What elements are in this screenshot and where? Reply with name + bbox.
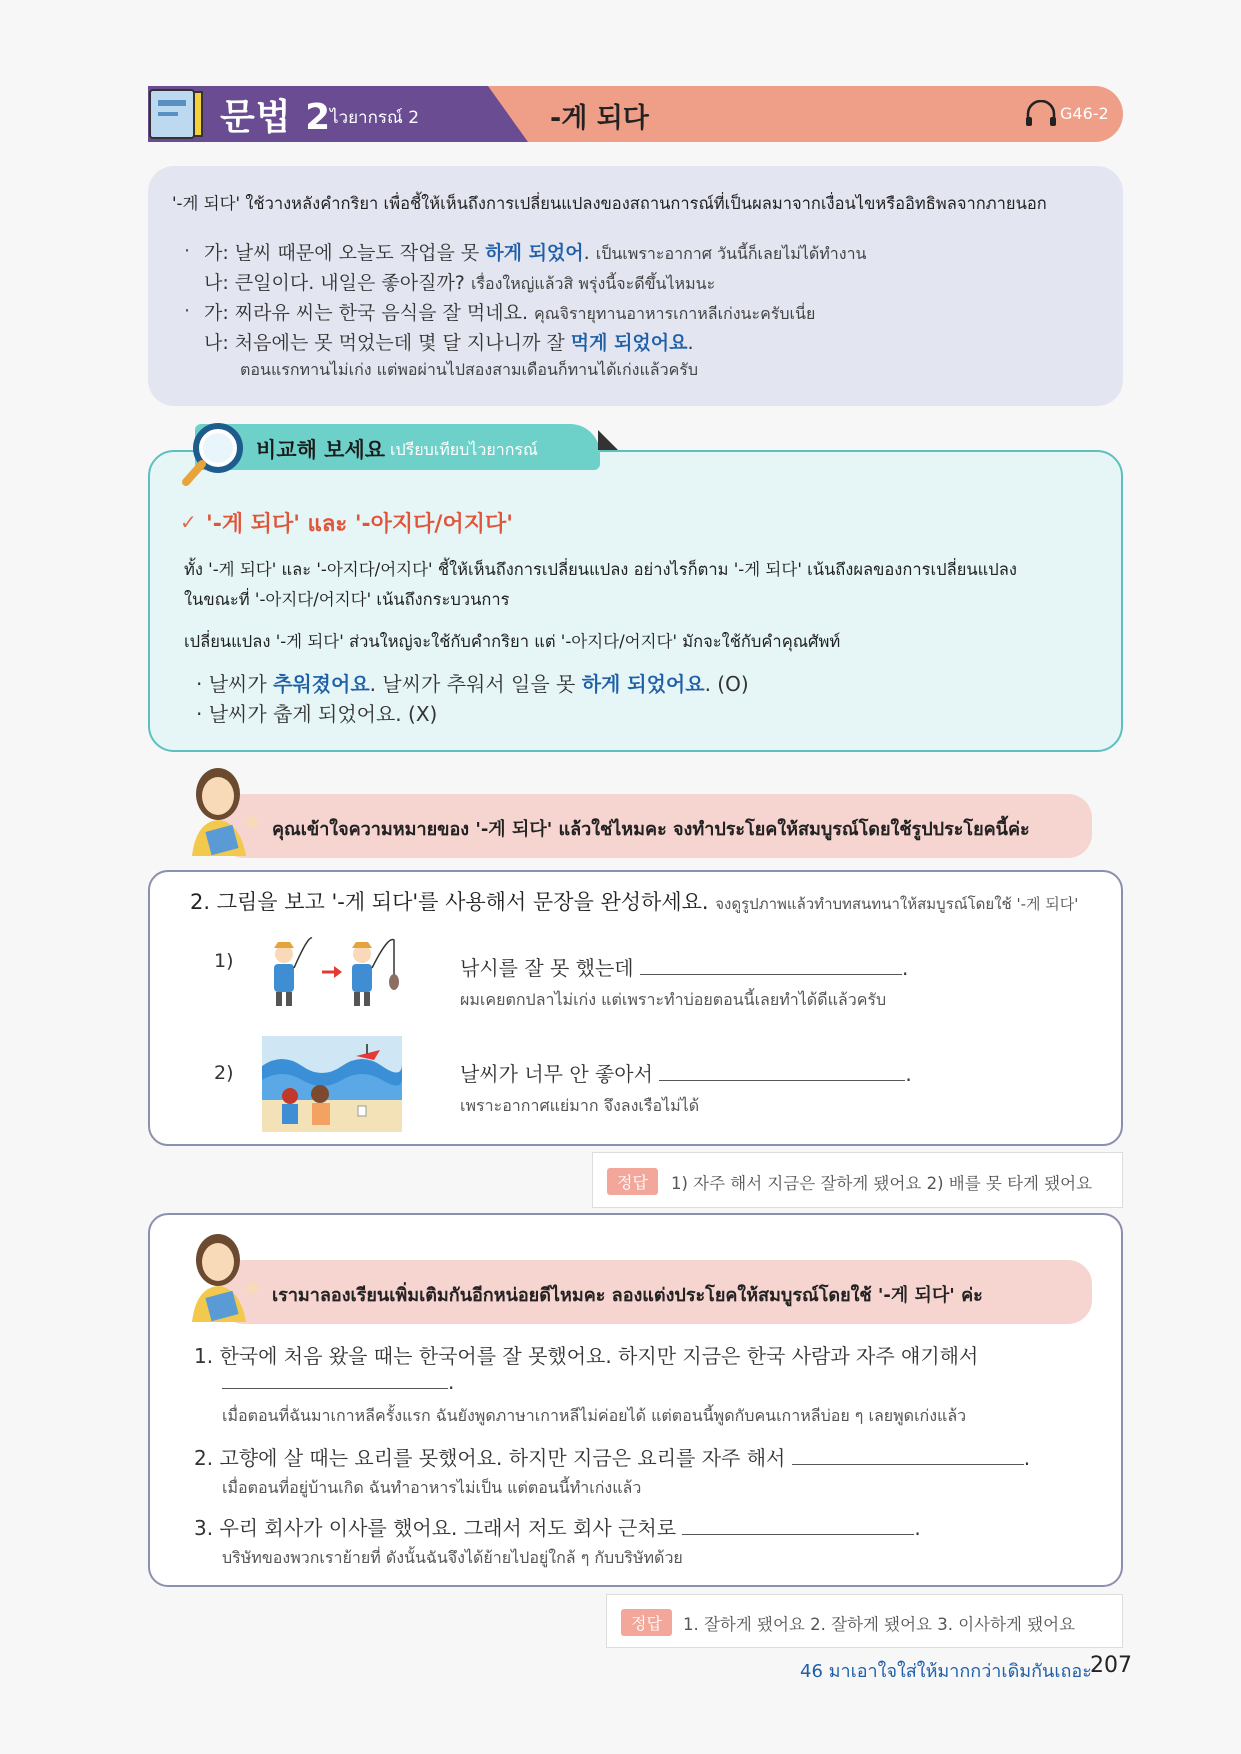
example-text: .	[583, 242, 596, 264]
compare-text-3: เปลี่ยนแปลง '-게 되다' ส่วนใหญ่จะใช้กับคำกริยา แต่ '-아지다/어지다' มักจะใช้กับคำคุณศัพท์	[184, 632, 841, 651]
exercise-question	[190, 886, 1078, 916]
grammar-header	[148, 86, 1123, 142]
fishing-illustration-icon	[262, 932, 402, 1008]
audio-track-label: G46-2	[1060, 104, 1109, 123]
example-text: 가: 찌라유 씨는 한국 음식을 잘 먹네요.	[204, 302, 535, 324]
example-2-line-a	[204, 298, 815, 327]
answer-text: 1) 자주 해서 지금은 잘하게 됐어요 2) 배를 못 타게 됐어요	[671, 1174, 1093, 1193]
example-highlight: 하게 되었어요	[581, 672, 705, 696]
header-title: 문법 2	[220, 97, 332, 138]
example-2-line-b	[204, 328, 694, 355]
exercise-item-1-sentence: 낚시를 잘 못 했는데 .	[460, 956, 909, 980]
example-2-translation: ตอนแรกทานไม่เก่ง แต่พอผ่านไปสองสามเดือนก็ทานได้เก่งแล้วครับ	[240, 360, 699, 379]
compare-text-2: ในขณะที่ '-아지다/어지다' เน้นถึงกระบวนการ	[184, 590, 510, 609]
book-icon	[148, 88, 204, 140]
answer-badge: 정답	[607, 1168, 658, 1195]
lesson-footer: 46 มาเอาใจใส่ให้มากกว่าเดิมกันเถอะ	[800, 1661, 1092, 1682]
exercise-item-2-translation: เพราะอากาศแย่มาก จึงลงเรือไม่ได้	[460, 1096, 700, 1115]
bullet: ·	[184, 240, 191, 262]
compare-example-1	[196, 668, 749, 697]
header-topic: -게 되다	[550, 103, 649, 134]
compare-tab-fold	[598, 430, 618, 450]
practice-item-1-translation: เมื่อตอนที่ฉันมาเกาหลีครั้งแรก ฉันยังพูดภาษาเกาหลีไม่ค่อยได้ แต่ตอนนี้พูดกับคนเกาหลีบ่อย ๆ เลยพูดเก่งแล้ว	[222, 1406, 967, 1425]
answer-box	[592, 1152, 1123, 1208]
practice-item-1-sentence: 1. 한국에 처음 왔을 때는 한국어를 잘 못했어요. 하지만 지금은 한국 사람과 자주 얘기해서	[194, 1344, 979, 1368]
check-icon: ✓	[180, 510, 197, 534]
headphones-icon[interactable]	[1024, 100, 1058, 128]
teacher-prompt-text: เรามาลองเรียนเพิ่มเติมกันอีกหน่อยดีไหมคะ ลองแต่งประโยคให้สมบูรณ์โดยใช้ '-게 되다' ค่ะ	[272, 1285, 983, 1306]
sentence-text: 낚시를 잘 못 했는데	[460, 956, 634, 980]
example-text: 나: 처음에는 못 먹었는데 몇 달 지나니까 잘	[204, 332, 571, 354]
answer-blank[interactable]	[222, 1370, 448, 1389]
exercise-item-1-translation: ผมเคยตกปลาไม่เก่ง แต่เพราะทำบ่อยตอนนี้เลยทำได้ดีแล้วครับ	[460, 990, 887, 1009]
example-1-line-a	[204, 238, 866, 267]
teacher-illustration-icon	[178, 1222, 268, 1322]
answer-blank[interactable]	[640, 956, 902, 975]
example-translation: เป็นเพราะอากาศ วันนี้ก็เลยไม่ได้ทำงาน	[595, 244, 867, 263]
sentence-text: 2. 고향에 살 때는 요리를 못했어요. 하지만 지금은 요리를 자주 해서	[194, 1446, 786, 1470]
example-highlight: 하게 되었어	[485, 242, 584, 264]
example-text: .	[687, 332, 694, 354]
sentence-text: 날씨가 너무 안 좋아서	[460, 1062, 653, 1086]
answer-blank[interactable]	[659, 1062, 905, 1081]
question-text: 2. 그림을 보고 '-게 되다'를 사용해서 문장을 완성하세요.	[190, 890, 709, 914]
example-translation: คุณจิรายุทานอาหารเกาหลีเก่งนะครับเนี่ย	[534, 304, 816, 323]
example-1-line-b	[204, 268, 715, 297]
answer-box	[606, 1594, 1123, 1648]
teacher-prompt-text: คุณเข้าใจความหมายของ '-게 되다' แล้วใช่ไหมคะ จงทำประโยคให้สมบูรณ์โดยใช้รูปประโยคนี้ค่ะ	[272, 819, 1030, 840]
practice-item-1-blank-line: .	[222, 1370, 454, 1394]
practice-item-2-translation: เมื่อตอนที่อยู่บ้านเกิด ฉันทำอาหารไม่เป็น แต่ตอนนี้ทำเก่งแล้ว	[222, 1478, 642, 1497]
example-text: 나: 큰일이다. 내일은 좋아질까?	[204, 272, 471, 294]
exercise-item-2-sentence: 날씨가 너무 안 좋아서 .	[460, 1062, 912, 1086]
answer-badge: 정답	[621, 1609, 672, 1636]
practice-item-2-sentence: 2. 고향에 살 때는 요리를 못했어요. 하지만 지금은 요리를 자주 해서 .	[194, 1446, 1031, 1470]
compare-text-1: ทั้ง '-게 되다' และ '-아지다/어지다' ชี้ให้เห็นถึงการเปลี่ยนแปลง อย่างไรก็ตาม '-게 되다' เน้นถึงผลของการเปลี่ยนแปลง	[184, 560, 1017, 579]
compare-heading: '-게 되다' และ '-아지다/어지다'	[206, 512, 513, 537]
compare-tab-title: 비교해 보세요	[256, 438, 386, 462]
compare-example-2: · 날씨가 춥게 되었어요. (X)	[196, 702, 438, 726]
example-highlight: 먹게 되었어요	[570, 332, 688, 354]
answer-text: 1. 잘하게 됐어요 2. 잘하게 됐어요 3. 이사하게 됐어요	[683, 1615, 1076, 1634]
stormy-sea-illustration-icon	[262, 1036, 402, 1132]
compare-tab-subtitle: เปรียบเทียบไวยากรณ์	[390, 440, 538, 459]
item-number: 1)	[214, 950, 234, 972]
example-text: . 날씨가 추워서 일을 못	[369, 672, 582, 696]
example-translation: เรื่องใหญ่แล้วสิ พรุ่งนี้จะดีขึ้นไหมนะ	[470, 274, 716, 293]
example-highlight: 추워졌어요	[273, 672, 370, 696]
teacher-illustration-icon	[178, 756, 268, 856]
practice-item-3-sentence: 3. 우리 회사가 이사를 했어요. 그래서 저도 회사 근처로 .	[194, 1516, 921, 1540]
example-text: . (O)	[704, 672, 749, 696]
practice-item-3-translation: บริษัทของพวกเราย้ายที่ ดังนั้นฉันจึงได้ย้ายไปอยู่ใกล้ ๆ กับบริษัทด้วย	[222, 1548, 683, 1567]
bullet: ·	[184, 300, 191, 322]
example-text: 가: 날씨 때문에 오늘도 작업을 못	[204, 242, 486, 264]
example-text: · 날씨가	[196, 672, 274, 696]
item-number: 2)	[214, 1062, 234, 1084]
sentence-text: 3. 우리 회사가 이사를 했어요. 그래서 저도 회사 근처로	[194, 1516, 677, 1540]
page-number: 207	[1090, 1653, 1132, 1678]
answer-blank[interactable]	[682, 1516, 914, 1535]
answer-blank[interactable]	[792, 1446, 1024, 1465]
explanation-intro: '-게 되다' ใช้วางหลังคำกริยา เพื่อชี้ให้เห็นถึงการเปลี่ยนแปลงของสถานการณ์ที่เป็นผลมาจากเงื่อนไขหรืออิทธิพลจากภายนอก	[172, 194, 1047, 213]
header-title-thai: ไวยากรณ์ 2	[330, 108, 420, 128]
magnifier-icon	[178, 420, 248, 490]
explanation-box	[148, 166, 1123, 406]
question-translation: จงดูรูปภาพแล้วทำบทสนทนาให้สมบูรณ์โดยใช้ '-게 되다'	[715, 895, 1079, 913]
